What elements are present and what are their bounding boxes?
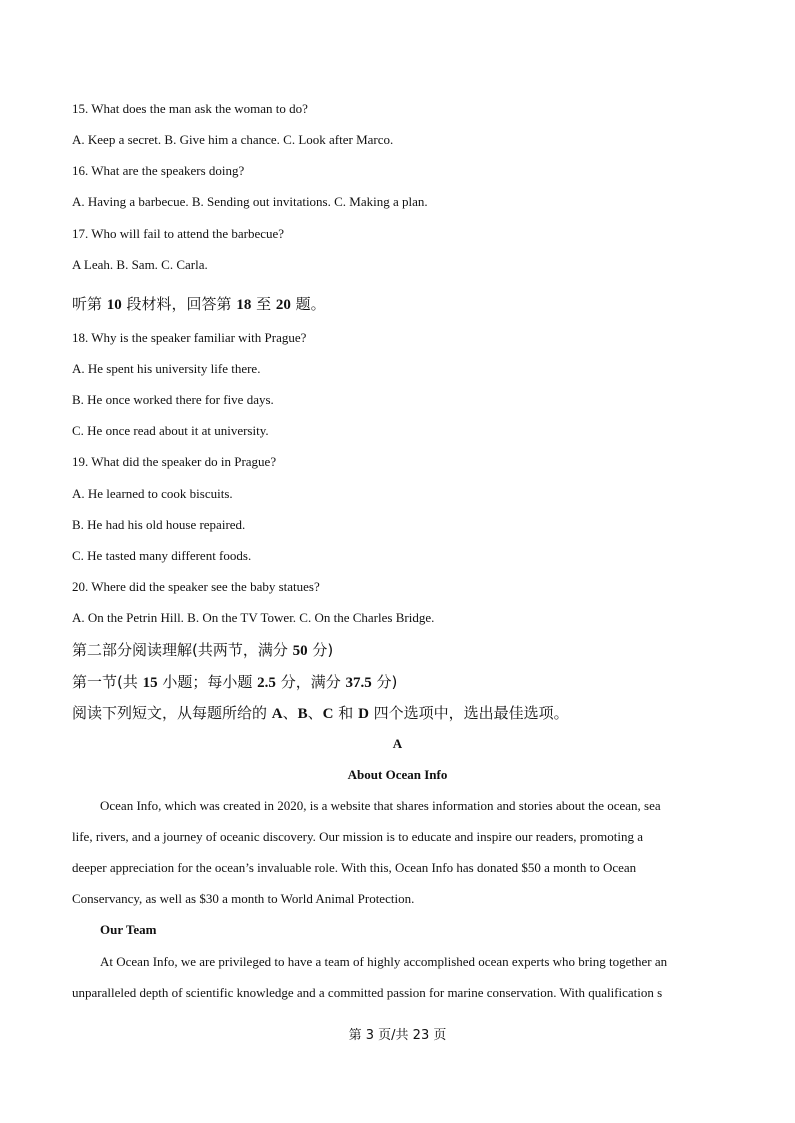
question-19-option-a: A. He learned to cook biscuits. bbox=[72, 486, 233, 501]
question-20: 20. Where did the speaker see the baby statues? bbox=[72, 579, 320, 594]
page-footer: 第 3 页/共 23 页 bbox=[348, 1028, 447, 1043]
question-15: 15. What does the man ask the woman to do? bbox=[72, 101, 308, 116]
paragraph-1-line-2: life, rivers, and a journey of oceanic discovery. Our mission is to educate and inspire our readers, promoting a bbox=[72, 829, 643, 844]
paragraph-2-line-1: At Ocean Info, we are privileged to have a team of highly accomplished ocean experts who bring together an bbox=[100, 954, 668, 969]
paragraph-1-line-1: Ocean Info, which was created in 2020, is a website that shares information and stories about the ocean, sea bbox=[100, 798, 661, 813]
part-2-heading: 第二部分阅读理解(共两节，满分 50 分) bbox=[72, 641, 334, 659]
question-17-options: A Leah. B. Sam. C. Carla. bbox=[72, 257, 208, 272]
question-18-option-c: C. He once read about it at university. bbox=[72, 423, 269, 438]
section-10-heading: 听第 10 段材料，回答第 18 至 20 题。 bbox=[72, 295, 326, 313]
question-17: 17. Who will fail to attend the barbecue? bbox=[72, 226, 285, 241]
paragraph-1-line-3: deeper appreciation for the ocean’s invaluable role. With this, Ocean Info has donated $50 a month to Ocean bbox=[72, 860, 637, 875]
question-19-option-b: B. He had his old house repaired. bbox=[72, 517, 246, 532]
question-15-options: A. Keep a secret. B. Give him a chance. C. Look after Marco. bbox=[72, 132, 394, 147]
question-19-option-c: C. He tasted many different foods. bbox=[72, 548, 252, 563]
question-16: 16. What are the speakers doing? bbox=[72, 163, 245, 178]
question-20-options: A. On the Petrin Hill. B. On the TV Tower. C. On the Charles Bridge. bbox=[72, 610, 435, 625]
question-18-option-b: B. He once worked there for five days. bbox=[72, 392, 274, 407]
paragraph-2-line-2: unparalleled depth of scientific knowledge and a committed passion for marine conservation. With qualification s bbox=[72, 985, 663, 1000]
section-1-heading: 第一节(共 15 小题；每小题 2.5 分，满分 37.5 分) bbox=[72, 673, 398, 691]
passage-letter: A bbox=[392, 736, 403, 751]
question-18-option-a: A. He spent his university life there. bbox=[72, 361, 261, 376]
question-18: 18. Why is the speaker familiar with Prague? bbox=[72, 330, 307, 345]
reading-instruction: 阅读下列短文，从每题所给的 A、B、C 和 D 四个选项中，选出最佳选项。 bbox=[72, 704, 569, 722]
section-subheading: Our Team bbox=[100, 922, 157, 937]
question-16-options: A. Having a barbecue. B. Sending out invitations. C. Making a plan. bbox=[72, 194, 428, 209]
paragraph-1-line-4: Conservancy, as well as $30 a month to World Animal Protection. bbox=[72, 891, 415, 906]
question-19: 19. What did the speaker do in Prague? bbox=[72, 454, 277, 469]
passage-title: About Ocean Info bbox=[347, 767, 448, 782]
